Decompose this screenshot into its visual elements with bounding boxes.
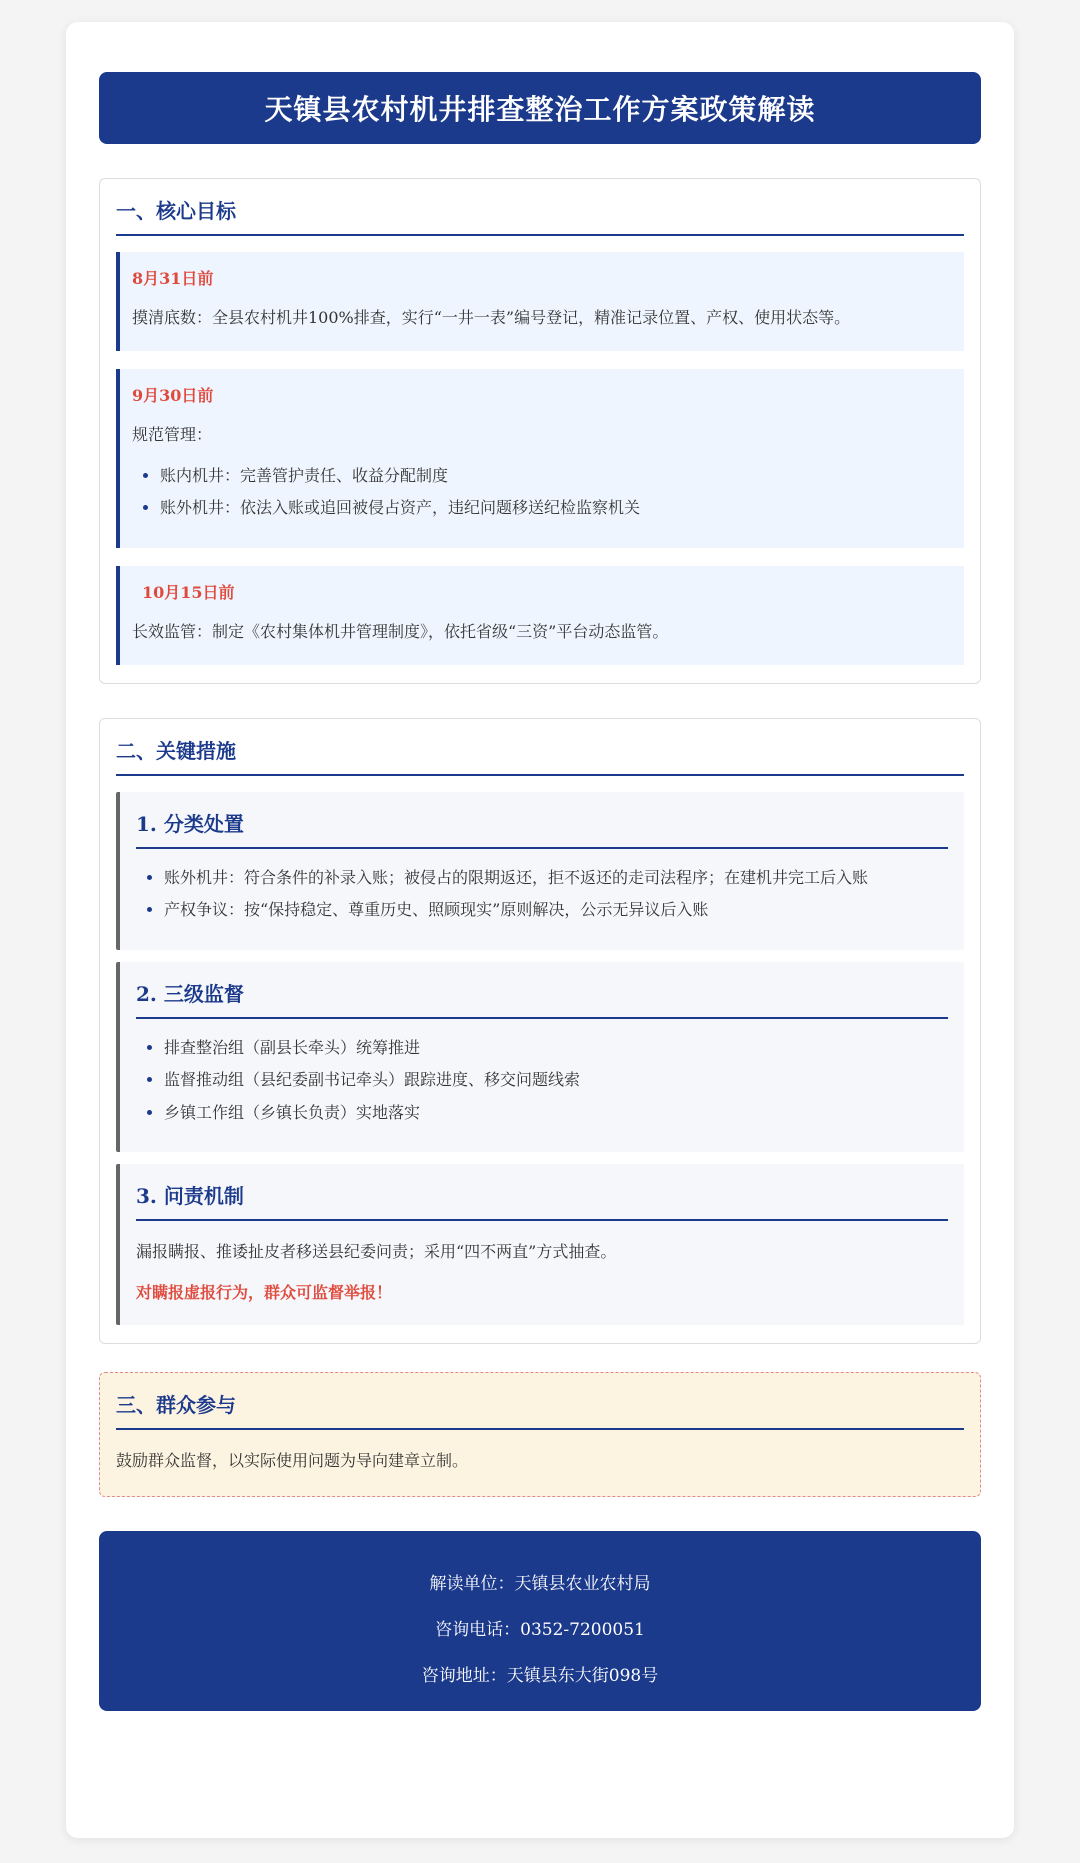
measure-bullet-list <box>136 867 948 922</box>
measure-title: 1. 分类处置 <box>136 808 948 849</box>
measure-title: 2. 三级监督 <box>136 978 948 1019</box>
footer-address: 咨询地址：天镇县东大街098号 <box>421 1666 659 1687</box>
list-item: • 账内机井：完善管护责任、收益分配制度 <box>160 465 950 487</box>
goal-description: 摸清底数：全县农村机井100%排查，实行“一井一表”编号登记，精准记录位置、产权、使用状态等。 <box>132 308 851 327</box>
section-title-goals: 一、核心目标 <box>116 195 964 236</box>
list-item: • 乡镇工作组（乡镇长负责）实地落实 <box>164 1102 948 1124</box>
measure-card-3 <box>116 1164 964 1325</box>
title-banner <box>99 72 981 144</box>
section-title-participation: 三、群众参与 <box>116 1389 964 1430</box>
goal-description: 长效监管：制定《农村集体机井管理制度》，依托省级“三资”平台动态监管。 <box>132 621 669 641</box>
goal-description: 规范管理： <box>132 425 213 445</box>
list-item: • 产权争议：按“保持稳定、尊重历史、照顾现实”原则解决，公示无异议后入账 <box>164 899 948 921</box>
footer-unit: 解读单位：天镇县农业农村局 <box>429 1574 651 1595</box>
page-title: 天镇县农村机井排查整治工作方案政策解读 <box>264 93 816 126</box>
goal-card-3 <box>116 566 964 665</box>
goal-card-2 <box>116 369 964 547</box>
measure-card-1 <box>116 792 964 950</box>
list-item: • 排查整治组（副县长牵头）统筹推进 <box>164 1037 948 1059</box>
goal-deadline: 10月15日前 <box>142 582 235 602</box>
participation-text: 鼓励群众监督，以实际使用问题为导向建章立制。 <box>116 1450 469 1470</box>
document-card <box>66 22 1014 1838</box>
core-goals-section <box>99 178 981 684</box>
measure-card-2 <box>116 962 964 1152</box>
measure-description: 漏报瞒报、推诿扯皮者移送县纪委问责；采用“四不两直”方式抽查。 <box>136 1241 617 1261</box>
report-alert-text: 对瞒报虚报行为，群众可监督举报！ <box>136 1282 393 1302</box>
footer-phone: 咨询电话：0352-7200051 <box>435 1620 645 1641</box>
goal-deadline: 9月30日前 <box>132 386 214 406</box>
measure-bullet-list <box>136 1037 948 1124</box>
list-item: • 监督推动组（县纪委副书记牵头）跟踪进度、移交问题线索 <box>164 1069 948 1091</box>
list-item: • 账外机井：依法入账或追回被侵占资产，违纪问题移送纪检监察机关 <box>160 497 950 519</box>
measure-title: 3. 问责机制 <box>136 1180 948 1221</box>
section-title-measures: 二、关键措施 <box>116 735 964 776</box>
public-participation-section <box>99 1372 981 1497</box>
contact-footer <box>99 1531 981 1711</box>
goal-bullet-list <box>132 465 950 520</box>
key-measures-section <box>99 718 981 1344</box>
goal-card-1 <box>116 252 964 351</box>
goal-deadline: 8月31日前 <box>132 269 214 288</box>
list-item: • 账外机井：符合条件的补录入账；被侵占的限期返还，拒不返还的走司法程序；在建机井完工后入账 <box>164 867 948 889</box>
